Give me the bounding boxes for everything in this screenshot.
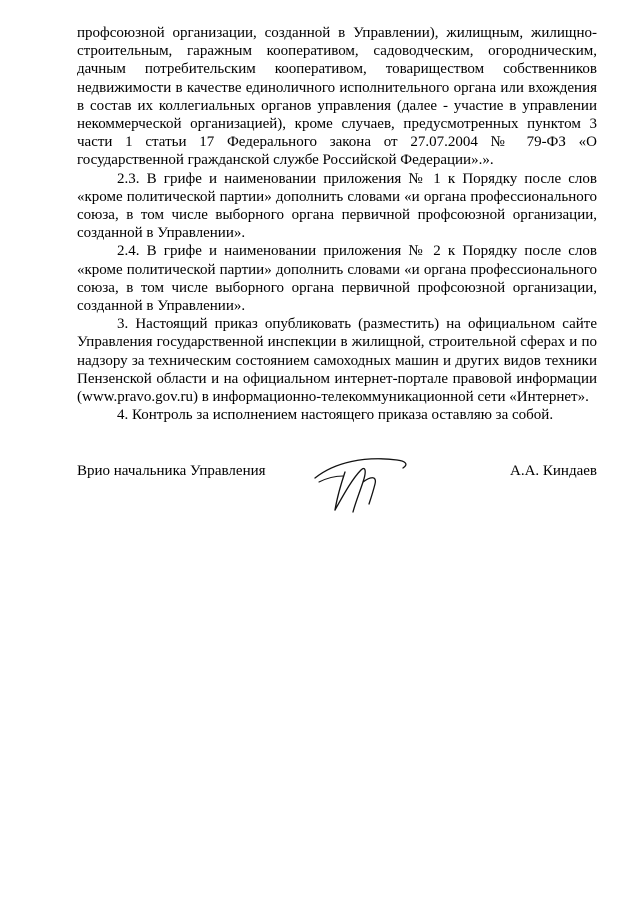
paragraph-2-3: 2.3. В грифе и наименовании приложения № 1 к Порядку после слов «кроме политической партии» дополнить словами «и органа профессионального союза, в том числе выборного органа первичной профсоюзной организации, созданной в Управлении». xyxy=(77,170,597,242)
paragraph-4: 4. Контроль за исполнением настоящего приказа оставляю за собой. xyxy=(117,407,554,424)
signatory-position: Врио начальника Управления xyxy=(77,463,266,479)
paragraph-3: 3. Настоящий приказ опубликовать (разместить) на официальном сайте Управления государственной инспекции в жилищной, строительной сферах и по надзору за техническим состоянием самоходных машин и других видов техники Пензенской области и на официальном интернет-портале правовой информации (www.pravo.gov.ru) в информационно-телекоммуникационной сети «Интернет». xyxy=(77,316,597,406)
handwritten-signature xyxy=(305,448,425,518)
document-body xyxy=(77,24,597,424)
paragraph-2-4: 2.4. В грифе и наименовании приложения № 2 к Порядку после слов «кроме политической партии» дополнить словами «и органа профессионального союза, в том числе выборного органа первичной профсоюзной организации, созданной в Управлении». xyxy=(77,243,597,315)
signatory-name: А.А. Киндаев xyxy=(509,463,597,479)
paragraph-continuation: профсоюзной организации, созданной в Управлении), жилищным, жилищно-строительным, гаражным кооперативом, садоводческим, огородническим, дачным потребительским кооперативом, товариществом собственников недвижимости в качестве единоличного исполнительного органа или вхождения в состав их коллегиальных органов управления (далее - участие в управлении некоммерческой организацией), кроме случаев, предусмотренных пунктом 3 части 1 статьи 17 Федерального закона от 27.07.2004 № 79-ФЗ «О государственной гражданской службе Российской Федерации».». xyxy=(77,25,597,169)
